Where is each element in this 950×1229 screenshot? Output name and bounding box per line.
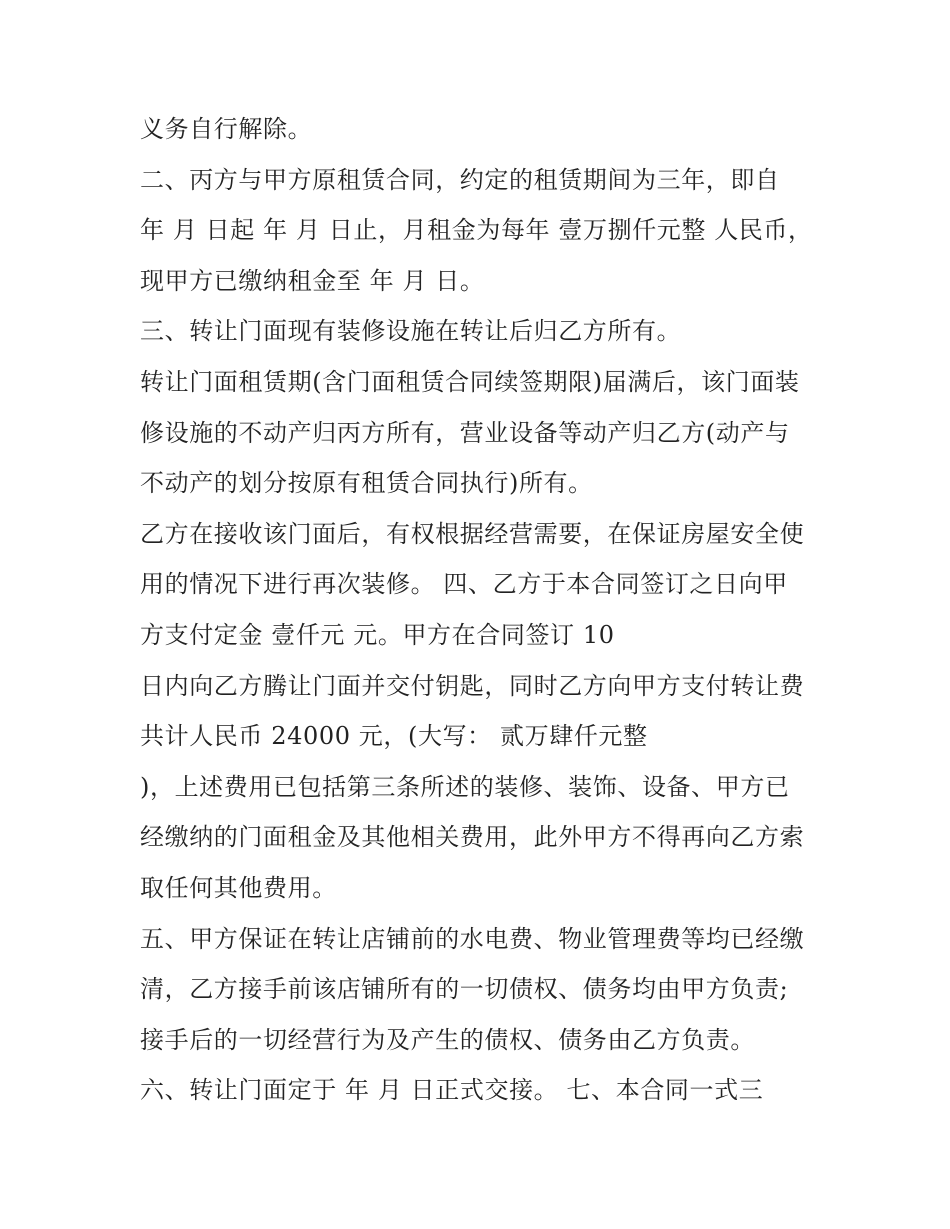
text-line: 方支付定金 壹仟元 元。甲方在合同签订 10 xyxy=(140,620,615,649)
text-line: 三、转让门面现有装修设施在转让后归乙方所有。 xyxy=(140,317,682,346)
text-line: 五、甲方保证在转让店铺前的水电费、物业管理费等均已经缴 xyxy=(140,924,805,953)
text-line: )，上述费用已包括第三条所述的装修、装饰、设备、甲方已 xyxy=(140,772,790,801)
contract-text xyxy=(140,104,840,1116)
text-line: 义务自行解除。 xyxy=(140,115,313,143)
text-line: 修设施的不动产归丙方所有，营业设备等动产归乙方(动产与 xyxy=(140,418,790,447)
text-line: 年 月 日起 年 月 日止，月租金为每年 壹万捌仟元整 人民币， xyxy=(140,216,813,245)
text-line: 接手后的一切经营行为及产生的债权、债务由乙方负责。 xyxy=(140,1025,755,1054)
text-line: 经缴纳的门面租金及其他相关费用，此外甲方不得再向乙方索 xyxy=(140,823,805,852)
text-line: 转让门面租赁期(含门面租赁合同续签期限)届满后，该门面装 xyxy=(140,367,800,396)
text-line: 二、丙方与甲方原租赁合同，约定的租赁期间为三年，即自 xyxy=(140,165,780,194)
text-line: 日内向乙方腾让门面并交付钥匙，同时乙方向甲方支付转让费 xyxy=(140,671,805,700)
text-line: 共计人民币 24000 元，(大写： 贰万肆仟元整 xyxy=(140,722,648,751)
text-line: 取任何其他费用。 xyxy=(140,873,337,902)
text-line: 清，乙方接手前该店铺所有的一切债权、债务均由甲方负责; xyxy=(140,975,789,1004)
text-line: 现甲方已缴纳租金至 年 月 日。 xyxy=(140,266,485,295)
text-line: 用的情况下进行再次装修。 四、乙方于本合同签订之日向甲 xyxy=(140,570,788,599)
text-line: 不动产的划分按原有租赁合同执行)所有。 xyxy=(140,469,593,498)
text-line: 六、转让门面定于 年 月 日正式交接。 七、本合同一式三 xyxy=(140,1076,764,1105)
text-line: 乙方在接收该门面后，有权根据经营需要，在保证房屋安全使 xyxy=(140,519,805,548)
